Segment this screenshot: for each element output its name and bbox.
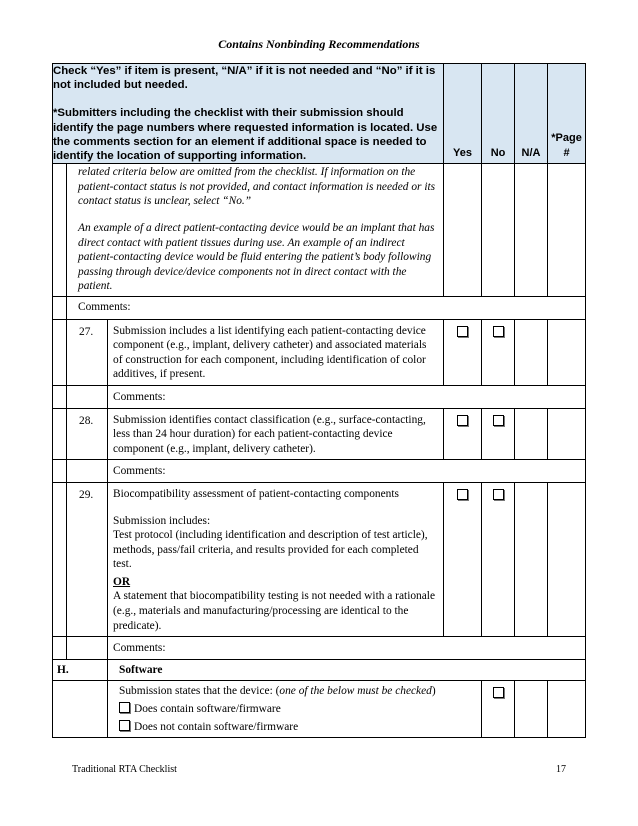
col-na-header: N/A	[515, 64, 548, 164]
option-contains-software[interactable]	[119, 702, 476, 717]
continuation-para-1: related criteria below are omitted from the checklist. If information on the patient-contact status is not provided, and contact information is needed or its contact status is unclear, select “No.”	[78, 166, 436, 208]
section-letter: H.	[53, 659, 108, 681]
blank-cell	[53, 164, 67, 297]
instructions-submitters: *Submitters including the checklist with their submission should identify the page numbers where requested information is located. Use the comments section for an element if additional space is needed to identify the location of supporting information.	[53, 107, 438, 163]
page-cell	[548, 164, 586, 297]
comments-label[interactable]: Comments:	[108, 385, 586, 408]
item-28-description: Submission identifies contact classification (e.g., surface-contacting, less than 24 hour duration) for each patient-contacting device component (e.g., implant, delivery catheter).	[113, 413, 426, 455]
table-instructions	[53, 64, 444, 164]
no-checkbox[interactable]	[493, 415, 504, 426]
item-28-text	[108, 408, 444, 460]
no-cell	[482, 319, 515, 385]
section-title: Software	[108, 659, 586, 681]
item-number: 29.	[67, 482, 108, 636]
item-number: 28.	[67, 408, 108, 460]
na-cell	[515, 164, 548, 297]
item-27-description: Submission includes a list identifying each patient-contacting device component (e.g., implant, delivery catheter) and associated materials of construction for each component, including identification of color additives, if present.	[113, 324, 427, 381]
software-statement	[108, 681, 482, 738]
table-header-row	[53, 64, 586, 164]
na-cell	[515, 482, 548, 636]
footer-doc-title: Traditional RTA Checklist	[72, 764, 177, 775]
page-cell[interactable]	[548, 319, 586, 385]
yes-cell	[444, 408, 482, 460]
item-28-row	[53, 408, 586, 460]
option-label: Does contain software/firmware	[134, 703, 281, 716]
comments-row	[53, 637, 586, 660]
no-cell	[482, 681, 515, 738]
item-29-includes: Submission includes:	[113, 514, 211, 527]
yes-checkbox[interactable]	[457, 489, 468, 500]
or-label: OR	[113, 575, 131, 588]
comments-label[interactable]: Comments:	[108, 460, 586, 483]
page-number: 17	[556, 764, 566, 775]
yes-cell	[444, 319, 482, 385]
no-cell	[482, 408, 515, 460]
blank-cell	[67, 460, 108, 483]
item-29-row	[53, 482, 586, 636]
yes-checkbox[interactable]	[457, 415, 468, 426]
item-27-text	[108, 319, 444, 385]
page-cell[interactable]	[548, 408, 586, 460]
na-cell	[515, 408, 548, 460]
yes-cell	[444, 164, 482, 297]
comments-row	[53, 460, 586, 483]
page-cell[interactable]	[548, 681, 586, 738]
checkbox-icon[interactable]	[119, 702, 130, 713]
statement-italic: one of the below must be checked	[279, 685, 432, 698]
option-label: Does not contain software/firmware	[134, 720, 299, 733]
software-question	[119, 684, 476, 699]
blank-cell	[53, 637, 67, 660]
checkbox-icon[interactable]	[119, 720, 130, 731]
page-cell[interactable]	[548, 482, 586, 636]
item-29-test-protocol: Test protocol (including identification and description of test article), methods, pass/fail criteria, and results provided for each completed test.	[113, 529, 428, 571]
blank-cell	[67, 637, 108, 660]
instructions-check: Check “Yes” if item is present, “N/A” if it is not needed and “No” if it is not included but needed.	[53, 65, 436, 92]
yes-checkbox[interactable]	[457, 326, 468, 337]
blank-cell	[53, 408, 67, 460]
na-cell	[515, 681, 548, 738]
no-checkbox[interactable]	[493, 489, 504, 500]
yes-cell	[444, 482, 482, 636]
comments-label[interactable]: Comments:	[108, 637, 586, 660]
col-page-header: *Page #	[548, 64, 586, 164]
item-29-statement: A statement that biocompatibility testing is not needed with a rationale (e.g., materials and manufacturing/processing are identical to the predicate).	[113, 590, 436, 632]
blank-cell	[53, 460, 67, 483]
no-cell	[482, 164, 515, 297]
no-checkbox[interactable]	[493, 687, 504, 698]
item-29-title: Biocompatibility assessment of patient-contacting components	[113, 487, 399, 500]
item-29-text	[108, 482, 444, 636]
statement-suffix: )	[431, 685, 436, 698]
blank-cell	[53, 681, 108, 738]
item-27-row	[53, 319, 586, 385]
option-no-software[interactable]	[119, 720, 476, 735]
statement-prefix: Submission states that the device: (	[119, 685, 280, 698]
continuation-text	[67, 164, 444, 297]
continuation-para-2: An example of a direct patient-contacting device would be an implant that has direct contact with patient tissues during use. An example of an indirect patient-contacting device would be fluid entering the patient’s body following passing through device/device components not in direct contact with the patient.	[78, 222, 435, 293]
col-no-header: No	[482, 64, 515, 164]
comments-row	[53, 296, 586, 319]
blank-cell	[53, 296, 67, 319]
page-header: Contains Nonbinding Recommendations	[218, 37, 420, 51]
continuation-row	[53, 164, 586, 297]
col-yes-header: Yes	[444, 64, 482, 164]
checklist-table	[52, 63, 586, 738]
software-row	[53, 681, 586, 738]
blank-cell	[53, 319, 67, 385]
blank-cell	[53, 482, 67, 636]
comments-row	[53, 385, 586, 408]
item-number: 27.	[67, 319, 108, 385]
comments-label[interactable]: Comments:	[67, 296, 586, 319]
section-h-row	[53, 659, 586, 681]
no-cell	[482, 482, 515, 636]
no-checkbox[interactable]	[493, 326, 504, 337]
blank-cell	[67, 385, 108, 408]
blank-cell	[53, 385, 67, 408]
na-cell	[515, 319, 548, 385]
